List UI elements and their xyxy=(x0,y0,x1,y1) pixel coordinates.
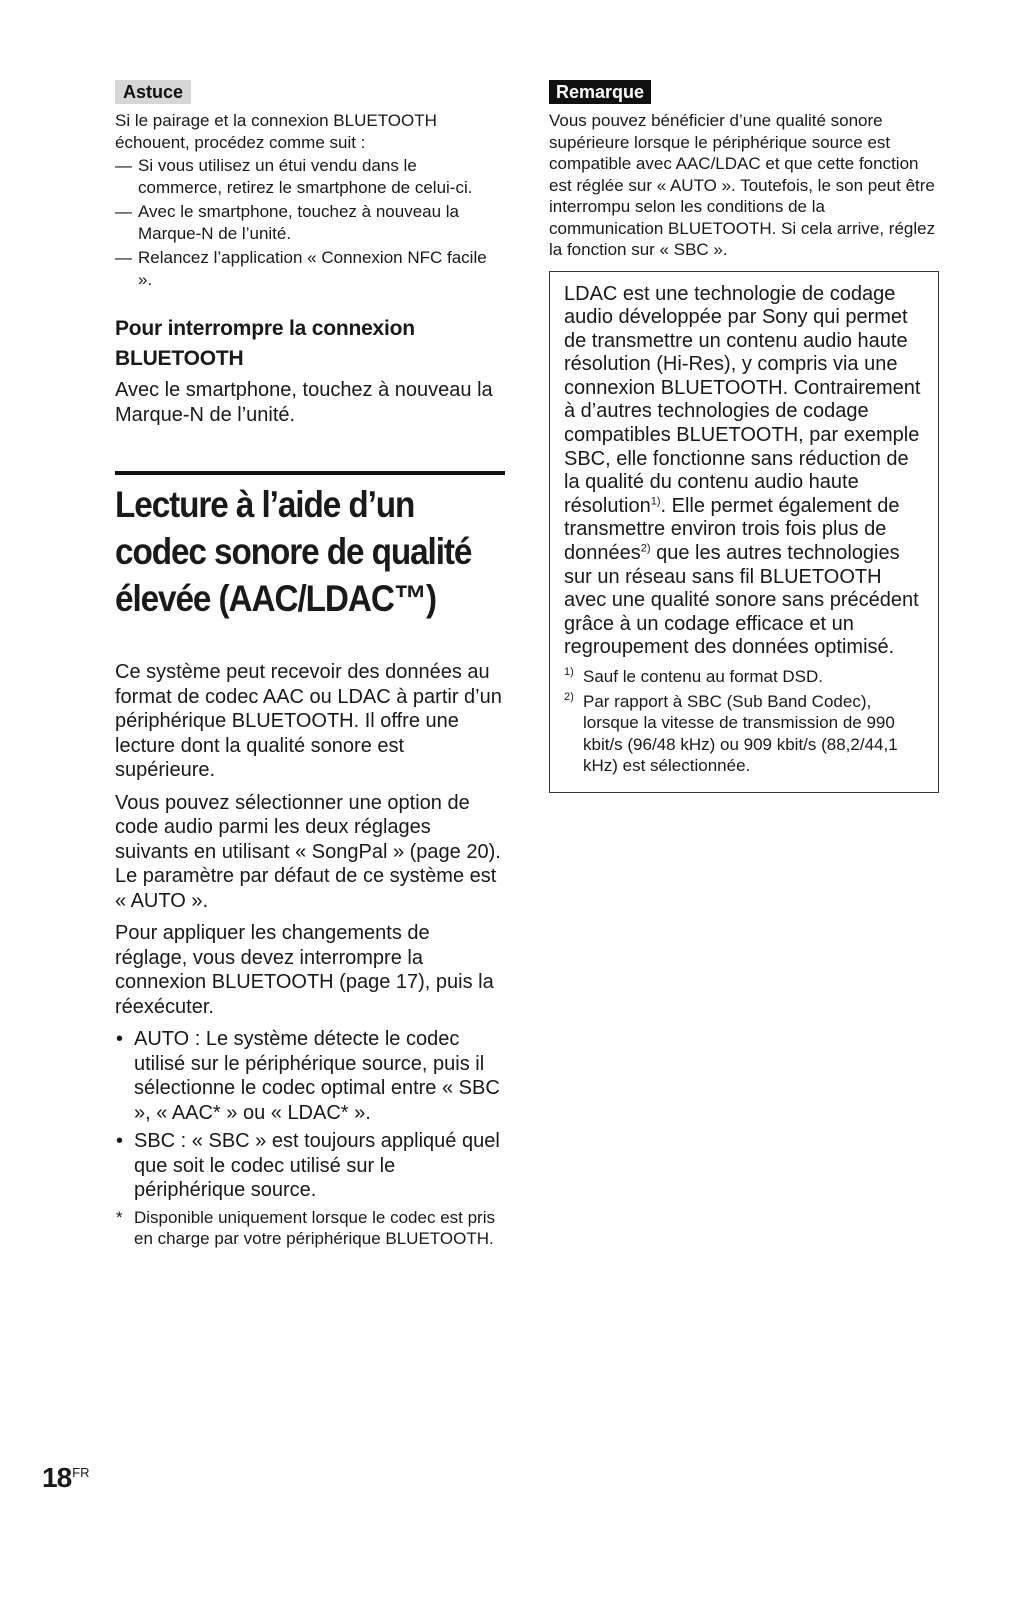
asterisk-mark: * xyxy=(116,1207,123,1227)
footnote-number: 1) xyxy=(564,666,574,678)
ldac-text-3: que les autres technologies sur un réseau sans fil BLUETOOTH avec une qualité sonore sans précédent grâce à un codage efficace et un regroupement des données optimisé. xyxy=(564,542,919,659)
tip-label: Astuce xyxy=(115,80,191,104)
footnote-number: 2) xyxy=(564,690,574,703)
page-number xyxy=(42,1462,90,1494)
codec-option-sbc: • SBC : « SBC » est toujours appliqué quel que soit le codec utilisé sur le périphérique source. xyxy=(115,1129,505,1203)
footnote-text: Sauf le contenu au format DSD. xyxy=(583,667,824,686)
ldac-footnote-ref-2: 2) xyxy=(640,542,651,555)
tip-item: — Avec le smartphone, touchez à nouveau la Marque-N de l’unité. xyxy=(115,201,505,244)
tip-list xyxy=(115,155,505,290)
tip-item: — Si vous utilisez un étui vendu dans le commerce, retirez le smartphone de celui-ci. xyxy=(115,155,505,198)
note-body: Vous pouvez bénéficier d’une qualité sonore supérieure lorsque le périphérique source est compatible avec AAC/LDAC et que cette fonction est réglée sur « AUTO ». Toutefois, le son peut être interrompu selon les conditions de la communication BLUETOOTH. Si cela arrive, réglez la fonction sur « SBC ». xyxy=(549,111,936,259)
left-column xyxy=(115,80,505,1250)
section-divider xyxy=(115,471,505,475)
footnote-text: Par rapport à SBC (Sub Band Codec), lorsque la vitesse de transmission de 990 kbit/s (96/48 kHz) ou 909 kbit/s (88,2/44,1 kHz) est sélectionnée. xyxy=(583,691,898,775)
page-language: FR xyxy=(72,1464,90,1480)
section-paragraph: Pour appliquer les changements de réglage, vous devez interrompre la connexion BLUETOOTH (page 17), puis la réexécuter. xyxy=(115,922,494,1018)
ldac-footnotes xyxy=(564,666,924,777)
stop-connection-body: Avec le smartphone, touchez à nouveau la Marque-N de l’unité. xyxy=(115,379,493,426)
stop-connection-heading: Pour interrompre la connexion BLUETOOTH xyxy=(115,317,415,370)
ldac-text-1: LDAC est une technologie de codage audio développée par Sony qui permet de transmettre un contenu audio haute résolution (Hi-Res), y compris via une connexion BLUETOOTH. Contrairement à d’autres technologies de codage compatibles BLUETOOTH, par exemple SBC, elle fonctionne sans réduction de la qualité du contenu audio haute résolution xyxy=(564,282,921,517)
codec-option-auto: • AUTO : Le système détecte le codec utilisé sur le périphérique source, puis il sélectionne le codec optimal entre « SBC », « AAC* » ou « LDAC* ». xyxy=(115,1027,505,1125)
ldac-footnote xyxy=(564,691,924,777)
asterisk-footnote xyxy=(115,1207,505,1250)
tip-intro: Si le pairage et la connexion BLUETOOTH échouent, procédez comme suit : xyxy=(115,111,437,152)
asterisk-footnote-text: Disponible uniquement lorsque le codec est pris en charge par votre périphérique BLUETOOTH. xyxy=(134,1207,495,1248)
ldac-footnote-ref-1: 1) xyxy=(650,495,661,508)
section-paragraph: Ce système peut recevoir des données au format de codec AAC ou LDAC à partir d’un périphérique BLUETOOTH. Il offre une lecture dont la qualité sonore est supérieure. xyxy=(115,661,502,781)
section-paragraph: Vous pouvez sélectionner une option de code audio parmi les deux réglages suivants en utilisant « SongPal » (page 20). Le paramètre par défaut de ce système est « AUTO ». xyxy=(115,791,501,912)
ldac-footnote xyxy=(564,666,924,688)
page-number-value: 18 xyxy=(42,1462,72,1493)
section-title: Lecture à l’aide d’un codec sonore de qualité élevée (AAC/LDAC™) xyxy=(115,484,472,619)
ldac-text-2: . Elle permet également de transmettre environ trois fois plus de données xyxy=(564,494,900,565)
tip-item: — Relancez l’application « Connexion NFC facile ». xyxy=(115,247,505,290)
ldac-description xyxy=(564,283,924,661)
note-label: Remarque xyxy=(549,80,651,104)
codec-options-list xyxy=(115,1027,505,1203)
right-column xyxy=(549,80,939,793)
ldac-info-box xyxy=(549,271,939,793)
